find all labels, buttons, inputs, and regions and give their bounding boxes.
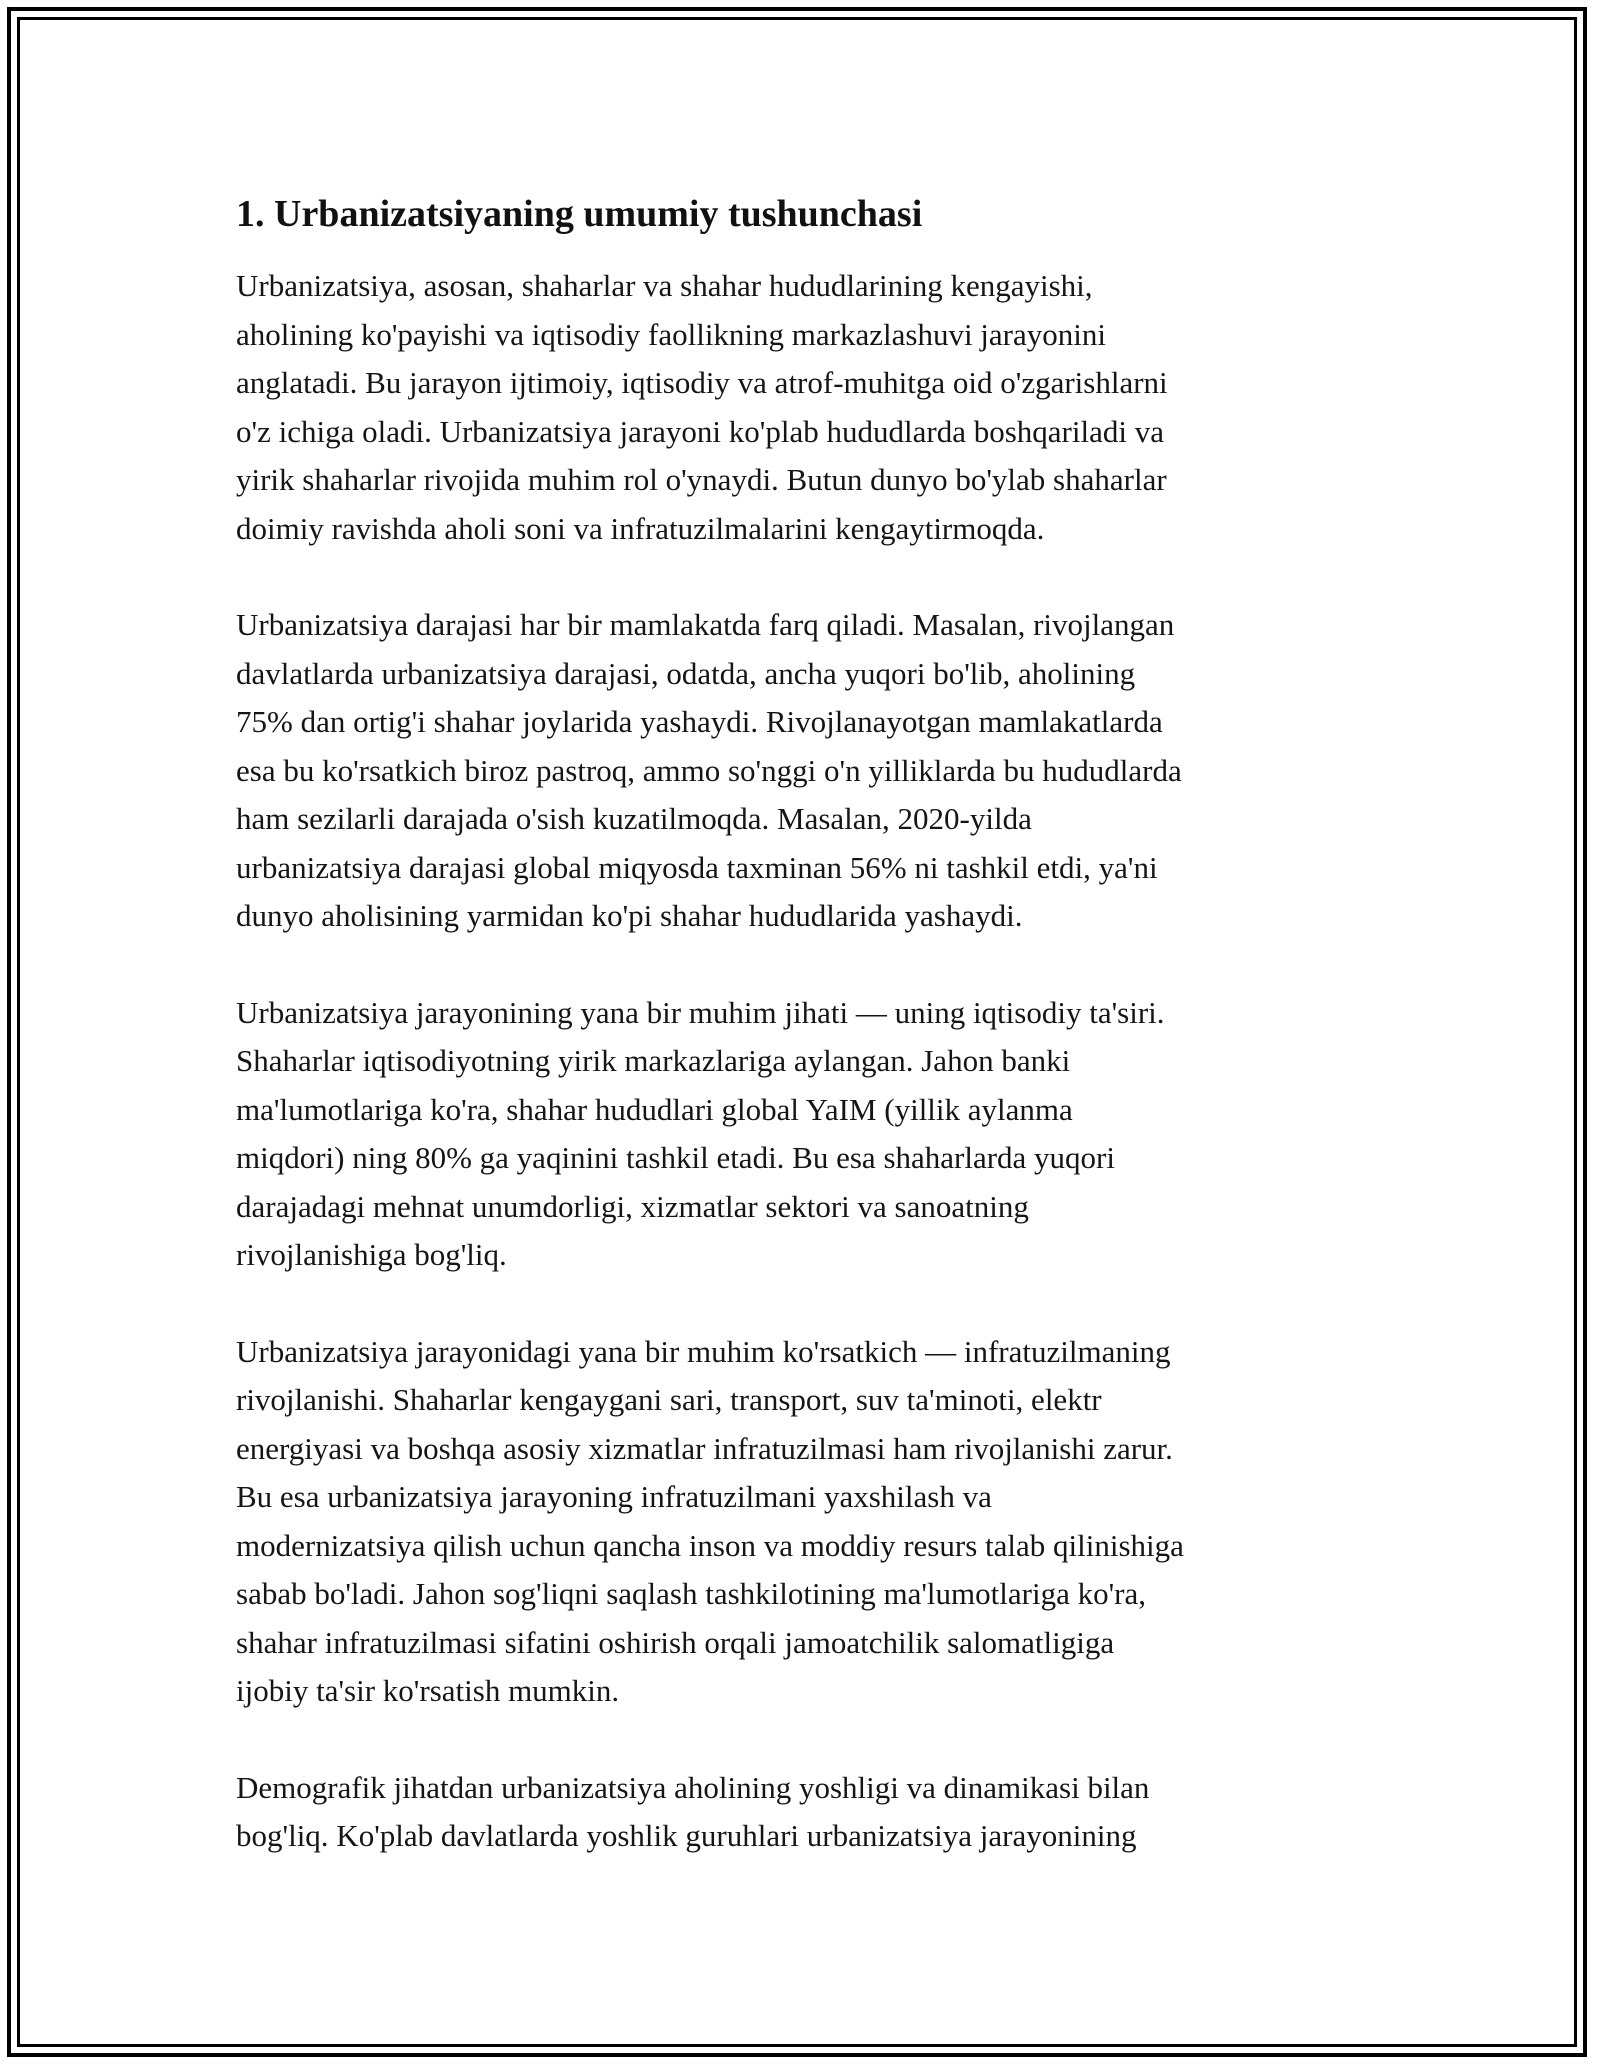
paragraph-line: Urbanizatsiya jarayonining yana bir muhim jihati — uning iqtisodiy ta'siri.	[236, 994, 1165, 1030]
paragraph-line: bog'liq. Ko'plab davlatlarda yoshlik guruhlari urbanizatsiya jarayonining	[236, 1818, 1137, 1853]
paragraph-line: Shaharlar iqtisodiyotning yirik markazlariga aylangan. Jahon banki	[236, 1043, 1071, 1078]
paragraph-line: yirik shaharlar rivojida muhim rol o'ynaydi. Butun dunyo bo'ylab shaharlar	[236, 462, 1167, 497]
paragraph-line: doimiy ravishda aholi soni va infratuzilmalarini kengaytirmoqda.	[236, 510, 1045, 546]
paragraph-line: Urbanizatsiya darajasi har bir mamlakatda farq qiladi. Masalan, rivojlangan	[236, 607, 1175, 642]
paragraph-line: darajadagi mehnat unumdorligi, xizmatlar sektori va sanoatning	[236, 1188, 1029, 1224]
paragraph-line: Demografik jihatdan urbanizatsiya aholining yoshligi va dinamikasi bilan	[236, 1769, 1150, 1805]
paragraph-line: Urbanizatsiya, asosan, shaharlar va shahar hududlarining kengayishi,	[236, 268, 1093, 303]
paragraph-line: modernizatsiya qilish uchun qancha inson va moddiy resurs talab qilinishiga	[236, 1527, 1184, 1563]
paragraph-line: rivojlanishi. Shaharlar kengaygani sari, transport, suv ta'minoti, elektr	[236, 1382, 1102, 1417]
paragraph-line: davlatlarda urbanizatsiya darajasi, odatda, ancha yuqori bo'lib, aholining	[236, 655, 1136, 691]
paragraph-1	[236, 262, 1376, 553]
paragraph-line: ma'lumotlariga ko'ra, shahar hududlari global YaIM (yillik aylanma	[236, 1091, 1073, 1127]
paragraph-line: energiyasi va boshqa asosiy xizmatlar infratuzilmasi ham rivojlanishi zarur.	[236, 1430, 1173, 1466]
paragraph-line: Bu esa urbanizatsiya jarayoning infratuzilmani yaxshilash va	[236, 1479, 992, 1514]
paragraph-line: sabab bo'ladi. Jahon sog'liqni saqlash tashkilotining ma'lumotlariga ko'ra,	[236, 1576, 1147, 1611]
paragraph-line: urbanizatsiya darajasi global miqyosda taxminan 56% ni tashkil etdi, ya'ni	[236, 849, 1158, 885]
paragraph-4	[236, 1328, 1376, 1716]
paragraph-line: shahar infratuzilmasi sifatini oshirish orqali jamoatchilik salomatligiga	[236, 1624, 1115, 1660]
paragraph-line: esa bu ko'rsatkich biroz pastroq, ammo so'nggi o'n yilliklarda bu hududlarda	[236, 752, 1182, 788]
section-heading: 1. Urbanizatsiyaning umumiy tushunchasi	[236, 193, 923, 235]
paragraph-5	[236, 1764, 1376, 1861]
paragraph-line: 75% dan ortig'i shahar joylarida yashaydi. Rivojlanayotgan mamlakatlarda	[236, 704, 1163, 739]
paragraph-line: miqdori) ning 80% ga yaqinini tashkil etadi. Bu esa shaharlarda yuqori	[236, 1140, 1115, 1175]
paragraph-2	[236, 601, 1376, 941]
document-body	[236, 186, 1376, 1909]
paragraph-line: ijobiy ta'sir ko'rsatish mumkin.	[236, 1673, 620, 1708]
paragraph-line: dunyo aholisining yarmidan ko'pi shahar hududlarida yashaydi.	[236, 898, 1023, 933]
paragraph-3	[236, 989, 1376, 1280]
paragraph-line: rivojlanishiga bog'liq.	[236, 1237, 507, 1272]
paragraph-line: Urbanizatsiya jarayonidagi yana bir muhim ko'rsatkich — infratuzilmaning	[236, 1333, 1171, 1369]
paragraph-line: ham sezilarli darajada o'sish kuzatilmoqda. Masalan, 2020-yilda	[236, 801, 1032, 836]
paragraph-line: anglatadi. Bu jarayon ijtimoiy, iqtisodiy va atrof-muhitga oid o'zgarishlarni	[236, 365, 1168, 400]
paragraph-line: aholining ko'payishi va iqtisodiy faollikning markazlashuvi jarayonini	[236, 316, 1106, 352]
paragraph-line: o'z ichiga oladi. Urbanizatsiya jarayoni ko'plab hududlarda boshqariladi va	[236, 413, 1164, 449]
